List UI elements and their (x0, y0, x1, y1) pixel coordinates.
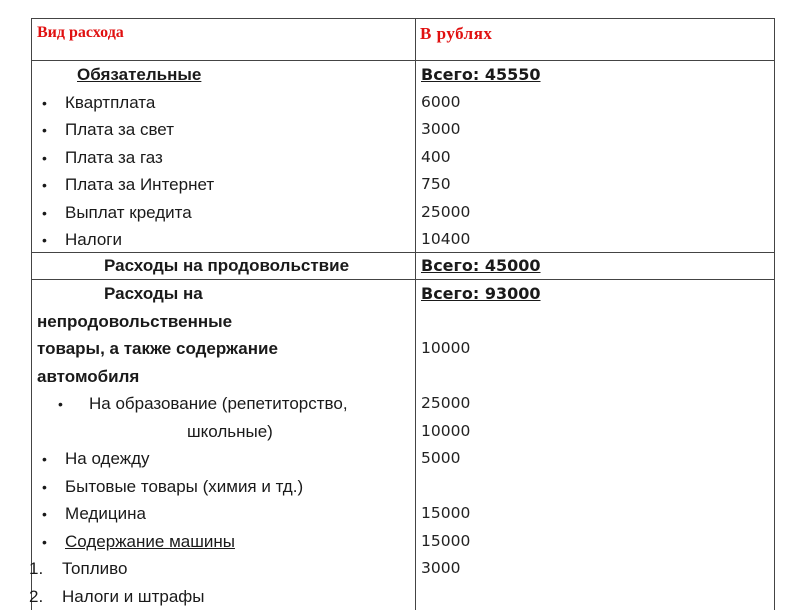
item-value: 5000 (421, 445, 774, 473)
bullet-icon: • (32, 529, 65, 557)
list-item (32, 144, 415, 172)
header-rubles: В рублях (416, 19, 774, 44)
item-value: 400 (421, 144, 774, 172)
list-number: 1. (29, 555, 62, 583)
list-item (32, 445, 415, 473)
bullet-icon: • (32, 90, 65, 118)
cell-food-value (416, 253, 774, 279)
list-item (32, 199, 415, 227)
section-title-nonfood-line2: непродовольственные (37, 308, 415, 336)
item-value (421, 473, 774, 501)
item-label: Плата за газ (65, 148, 163, 167)
table-row-nonfood (32, 280, 774, 610)
list-item-education-cont: школьные) (37, 418, 415, 446)
item-label: Выплат кредита (65, 203, 192, 222)
list-number: 2. (29, 583, 62, 610)
item-value: 25000 (421, 199, 774, 227)
item-label: Налоги (65, 230, 122, 249)
table-row-food (32, 253, 774, 280)
item-label: На одежду (65, 449, 150, 468)
header-cell-rubles (416, 19, 774, 60)
cell-nonfood-values (416, 280, 774, 610)
list-item-numbered (32, 555, 415, 583)
item-value: 6000 (421, 89, 774, 117)
table-row-mandatory (32, 61, 774, 253)
section-title-mandatory: Обязательные (32, 61, 415, 89)
cell-nonfood-labels (32, 280, 416, 610)
item-value: 3000 (421, 555, 774, 583)
item-value (421, 583, 774, 610)
header-expense-type: Вид расхода (32, 19, 415, 42)
list-item (32, 171, 415, 199)
item-label: Плата за свет (65, 120, 174, 139)
item-value: 10400 (421, 226, 774, 254)
item-label: Медицина (65, 504, 146, 523)
cell-food-label (32, 253, 416, 279)
section-total-food: Всего: 45000 (421, 253, 774, 279)
item-label: Налоги и штрафы (62, 587, 204, 606)
bullet-icon: • (32, 200, 65, 228)
section-total-nonfood: Всего: 93000 (421, 280, 774, 308)
item-value: 3000 (421, 116, 774, 144)
spacer (421, 308, 774, 336)
bullet-icon: • (37, 391, 89, 419)
item-label: На образование (репетиторство, (89, 394, 348, 413)
bullet-icon: • (32, 145, 65, 173)
cell-mandatory-labels (32, 61, 416, 252)
list-item-numbered (32, 583, 415, 610)
item-label: Топливо (62, 559, 127, 578)
item-value: 10000 (421, 418, 774, 446)
bullet-icon: • (32, 446, 65, 474)
item-value: 15000 (421, 500, 774, 528)
spacer (421, 363, 774, 391)
section-title-nonfood-line4: автомобиля (37, 363, 415, 391)
item-label: Плата за Интернет (65, 175, 214, 194)
item-label: Содержание машины (65, 532, 235, 551)
cell-mandatory-values (416, 61, 774, 252)
list-item (32, 528, 415, 556)
bullet-icon: • (32, 474, 65, 502)
section-total-mandatory: Всего: 45550 (421, 61, 774, 89)
list-item (32, 116, 415, 144)
section-title-nonfood-line1: Расходы на (37, 280, 415, 308)
header-cell-expense-type (32, 19, 416, 60)
item-value: 750 (421, 171, 774, 199)
bullet-icon: • (32, 117, 65, 145)
bullet-icon: • (32, 172, 65, 200)
list-item (32, 89, 415, 117)
expense-table (31, 18, 775, 610)
table-header-row (32, 19, 774, 61)
section-title-nonfood-line3: товары, а также содержание (37, 335, 415, 363)
list-item (32, 500, 415, 528)
item-value: 15000 (421, 528, 774, 556)
list-item-education (37, 390, 415, 418)
list-item (32, 473, 415, 501)
section-title-food: Расходы на продовольствие (32, 253, 415, 279)
list-item (32, 226, 415, 254)
item-value: 25000 (421, 390, 774, 418)
item-label: Бытовые товары (химия и тд.) (65, 477, 303, 496)
item-label: Квартплата (65, 93, 155, 112)
bullet-icon: • (32, 227, 65, 255)
bullet-icon: • (32, 501, 65, 529)
item-value: 10000 (421, 335, 774, 363)
